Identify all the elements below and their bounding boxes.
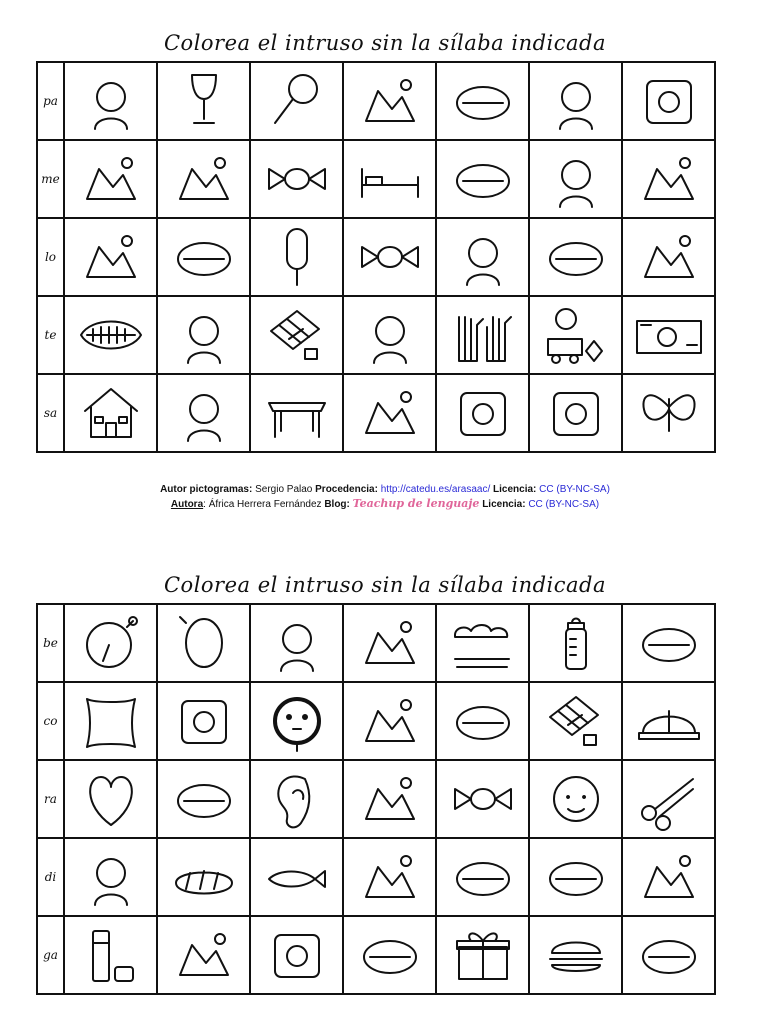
gardener-icon [73, 843, 149, 911]
horse-icon [631, 609, 707, 677]
picture-cell[interactable] [343, 140, 436, 218]
picture-cell[interactable] [343, 838, 436, 916]
syllable-label: co [37, 682, 64, 760]
syllable-label: me [37, 140, 64, 218]
picture-cell[interactable] [622, 296, 715, 374]
picture-cell[interactable] [529, 760, 622, 838]
picture-cell[interactable] [250, 916, 343, 994]
grid-row-di [37, 838, 715, 916]
picture-cell[interactable] [529, 62, 622, 140]
smiling-girl-icon [445, 379, 521, 447]
kids-ball-icon [166, 921, 242, 989]
heart-icon [73, 765, 149, 833]
syllable-label: pa [37, 62, 64, 140]
source-link[interactable]: http://catedu.es/arasaac/ [380, 484, 491, 495]
clouds-icon [445, 609, 521, 677]
nose-profile-icon [352, 765, 428, 833]
washing-machine-icon [445, 843, 521, 911]
picture-cell[interactable] [157, 140, 250, 218]
picture-cell[interactable] [622, 916, 715, 994]
picture-cell[interactable] [157, 218, 250, 296]
picture-cell[interactable] [250, 296, 343, 374]
plug-socket-icon [259, 687, 335, 755]
picture-cell[interactable] [436, 838, 529, 916]
flamingo-icon [631, 145, 707, 213]
bee-icon [259, 609, 335, 677]
round-face-icon [538, 765, 614, 833]
spaghetti-plate-icon [73, 67, 149, 135]
scissors-icon [631, 765, 707, 833]
license-label: Licencia: [493, 484, 537, 495]
picture-cell[interactable] [64, 374, 157, 452]
picture-cell[interactable] [622, 374, 715, 452]
picture-cell[interactable] [436, 604, 529, 682]
chocolate-bar-icon [538, 687, 614, 755]
banknote-icon [631, 301, 707, 369]
license2-link[interactable]: CC (BY-NC-SA) [528, 499, 600, 510]
grid-row-co [37, 682, 715, 760]
credits-line-1 [36, 483, 734, 497]
soup-bowl-icon [631, 67, 707, 135]
license-link[interactable]: CC (BY-NC-SA) [539, 484, 610, 495]
syllable-label: be [37, 604, 64, 682]
toys-icon [538, 301, 614, 369]
radio-icon [631, 843, 707, 911]
candy-icon [352, 223, 428, 291]
syllable-label: lo [37, 218, 64, 296]
credits [36, 483, 734, 512]
picture-cell[interactable] [250, 374, 343, 452]
firefighter-icon [352, 609, 428, 677]
teeth-icon [73, 301, 149, 369]
picture-cell[interactable] [157, 604, 250, 682]
worksheet-title: Colorea el intruso sin la sílaba indicada [163, 573, 606, 597]
picture-cell[interactable] [436, 760, 529, 838]
picture-cell[interactable] [436, 682, 529, 760]
picture-cell[interactable] [343, 218, 436, 296]
syllable-label: ga [37, 916, 64, 994]
house-icon [73, 379, 149, 447]
grid-row-pa [37, 62, 715, 140]
picture-cell[interactable] [343, 760, 436, 838]
kite-icon [166, 145, 242, 213]
author-label: Autor pictogramas: [160, 484, 253, 495]
magnifying-glass-icon [259, 67, 335, 135]
dog-tail-icon [538, 223, 614, 291]
framed-portrait-icon [445, 67, 521, 135]
long-hair-girl-icon [445, 223, 521, 291]
picture-cell[interactable] [343, 374, 436, 452]
author-name: Sergio Palao [255, 484, 313, 495]
candy-icon [445, 765, 521, 833]
picture-cell[interactable] [529, 916, 622, 994]
grid-row-sa [37, 374, 715, 452]
picture-cell[interactable] [622, 62, 715, 140]
popsicle-icon [259, 223, 335, 291]
source-label: Procedencia: [315, 484, 378, 495]
helmet-icon [631, 687, 707, 755]
beehive-icon [538, 145, 614, 213]
bed-icon [352, 145, 428, 213]
butterfly-icon [631, 379, 707, 447]
cow-icon [352, 687, 428, 755]
picture-cell[interactable] [157, 374, 250, 452]
picture-cell[interactable] [64, 916, 157, 994]
syllable-grid [36, 61, 716, 453]
picture-cell[interactable] [622, 604, 715, 682]
gloves-icon [445, 301, 521, 369]
picture-cell[interactable] [157, 760, 250, 838]
syllable-label: te [37, 296, 64, 374]
picture-cell[interactable] [529, 218, 622, 296]
picture-cell[interactable] [64, 296, 157, 374]
picture-cell[interactable] [64, 604, 157, 682]
candy-icon [259, 145, 335, 213]
sick-boy-icon [166, 223, 242, 291]
fish-icon [259, 843, 335, 911]
shopping-bag-icon [352, 379, 428, 447]
baby-bottle-icon [538, 609, 614, 677]
podium-medals-icon [445, 145, 521, 213]
hamburger-icon [538, 921, 614, 989]
picture-cell[interactable] [343, 916, 436, 994]
picture-cell[interactable] [250, 838, 343, 916]
picture-cell[interactable] [436, 296, 529, 374]
picture-cell[interactable] [64, 62, 157, 140]
picture-cell[interactable] [622, 140, 715, 218]
slide-icon [352, 921, 428, 989]
table-icon [259, 379, 335, 447]
shoelace-icon [166, 379, 242, 447]
grid-row-be [37, 604, 715, 682]
worksheet-title: Colorea el intruso sin la sílaba indicada [163, 31, 606, 55]
picture-cell[interactable] [250, 140, 343, 218]
picture-cell[interactable] [250, 760, 343, 838]
picture-cell[interactable] [157, 62, 250, 140]
picture-cell[interactable] [157, 838, 250, 916]
picture-cell[interactable] [622, 760, 715, 838]
license2-label: Licencia: [482, 499, 526, 510]
picture-cell[interactable] [64, 218, 157, 296]
picture-cell[interactable] [343, 682, 436, 760]
stopwatch-icon [73, 609, 149, 677]
wine-glass-icon [166, 67, 242, 135]
picture-cell[interactable] [64, 682, 157, 760]
picture-cell[interactable] [622, 838, 715, 916]
mustache-face-icon [352, 301, 428, 369]
picture-cell[interactable] [157, 682, 250, 760]
picture-cell[interactable] [529, 374, 622, 452]
gift-box-icon [445, 921, 521, 989]
sewing-hands-icon [538, 379, 614, 447]
grid-row-lo [37, 218, 715, 296]
ear-icon [259, 765, 335, 833]
turtle-icon [259, 921, 335, 989]
head-icon [166, 609, 242, 677]
picture-cell[interactable] [436, 62, 529, 140]
picture-cell[interactable] [250, 218, 343, 296]
author2-label: Autora [170, 499, 204, 510]
grid-row-ra [37, 760, 715, 838]
caterpillar-icon [631, 921, 707, 989]
picture-cell[interactable] [343, 296, 436, 374]
picture-cell[interactable] [250, 682, 343, 760]
grid-row-me [37, 140, 715, 218]
bread-icon [166, 843, 242, 911]
picture-cell[interactable] [529, 604, 622, 682]
glue-stick-icon [73, 921, 149, 989]
syllable-label: ra [37, 760, 64, 838]
snail-icon [445, 687, 521, 755]
picture-cell[interactable] [436, 374, 529, 452]
chocolate-bar-icon [259, 301, 335, 369]
picture-cell[interactable] [529, 296, 622, 374]
credits-line-2 [36, 497, 734, 512]
buttocks-icon [631, 223, 707, 291]
pillow-icon [73, 687, 149, 755]
picture-cell[interactable] [157, 296, 250, 374]
blog-logo[interactable]: Teachup de lenguaje [352, 497, 480, 510]
author2-name: : África Herrera Fernández [203, 499, 322, 510]
blog-label: Blog: [324, 499, 350, 510]
grid-row-ga [37, 916, 715, 994]
picture-cell[interactable] [157, 916, 250, 994]
picture-cell[interactable] [529, 838, 622, 916]
picture-cell[interactable] [64, 838, 157, 916]
child-blowing-icon [73, 145, 149, 213]
picture-cell[interactable] [529, 682, 622, 760]
girl-standing-icon [538, 843, 614, 911]
picture-cell[interactable] [529, 140, 622, 218]
picture-cell[interactable] [436, 916, 529, 994]
picture-cell[interactable] [343, 604, 436, 682]
pea-pods-icon [352, 843, 428, 911]
picture-cell[interactable] [250, 62, 343, 140]
loafer-shoe-icon [352, 67, 428, 135]
picture-cell[interactable] [622, 682, 715, 760]
picture-cell[interactable] [250, 604, 343, 682]
syllable-grid [36, 603, 716, 995]
grid-row-te [37, 296, 715, 374]
sick-girl-icon [73, 223, 149, 291]
picture-cell[interactable] [622, 218, 715, 296]
parachute-icon [166, 765, 242, 833]
duck-foot-icon [166, 301, 242, 369]
picture-cell[interactable] [64, 140, 157, 218]
picture-cell[interactable] [436, 218, 529, 296]
picture-cell[interactable] [343, 62, 436, 140]
peanuts-icon [538, 67, 614, 135]
ship-icon [166, 687, 242, 755]
syllable-label: sa [37, 374, 64, 452]
picture-cell[interactable] [436, 140, 529, 218]
picture-cell[interactable] [64, 760, 157, 838]
syllable-label: di [37, 838, 64, 916]
